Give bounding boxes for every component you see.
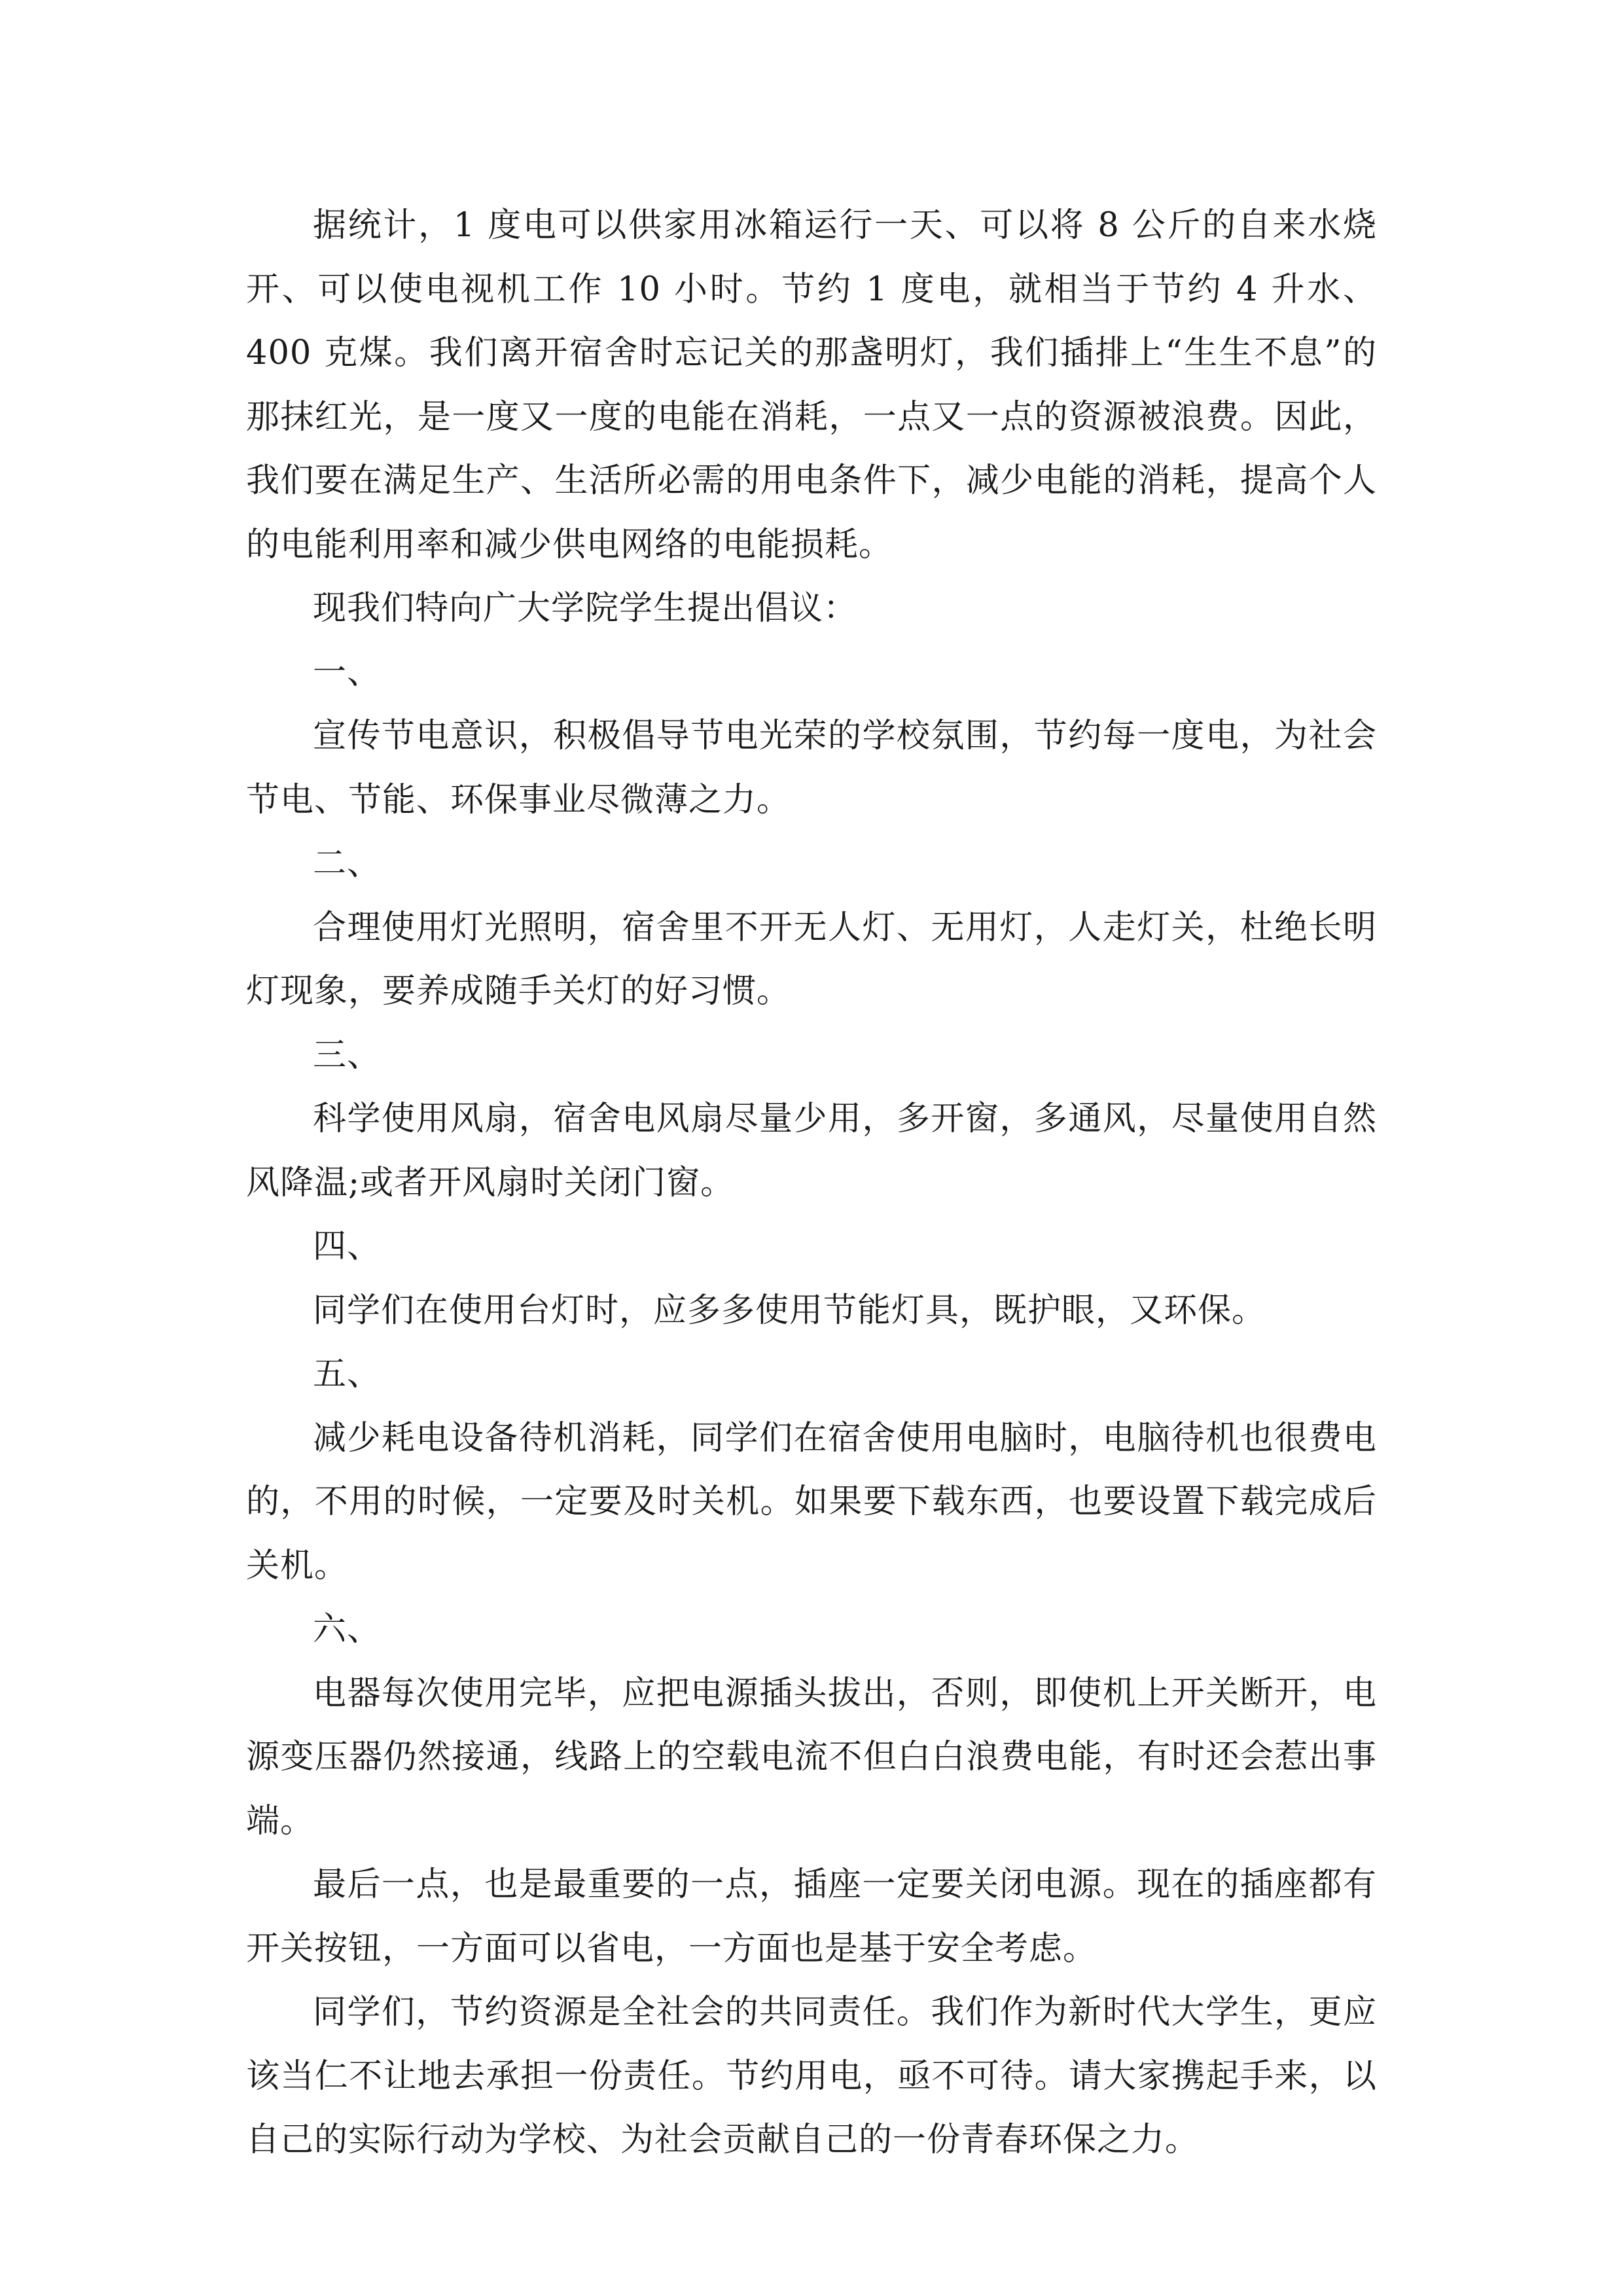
paragraph-item-3: 科学使用风扇，宿舍电风扇尽量少用，多开窗，多通风，尽量使用自然风降温;或者开风扇时关闭门窗。 [246, 1100, 1377, 1202]
section-number-6: 六、 [313, 1610, 382, 1649]
paragraph-proposal-intro: 现我们特向广大学院学生提出倡议： [313, 589, 858, 628]
section-number-1: 一、 [313, 653, 382, 692]
paragraph-final-point: 最后一点，也是最重要的一点，插座一定要关闭电源。现在的插座都有开关按钮，一方面可以省电，一方面也是基于安全考虑。 [246, 1865, 1377, 1968]
section-number-2: 二、 [313, 844, 382, 883]
paragraph-item-2: 合理使用灯光照明，宿舍里不开无人灯、无用灯，人走灯关，杜绝长明灯现象，要养成随手关灯的好习惯。 [246, 908, 1377, 1011]
paragraph-closing: 同学们，节约资源是全社会的共同责任。我们作为新时代大学生，更应该当仁不让地去承担一份责任。节约用电，亟不可待。请大家携起手来，以自己的实际行动为学校、为社会贡献自己的一份青春环保之力。 [246, 1993, 1377, 2159]
document-body [246, 194, 1377, 2172]
section-number-4: 四、 [313, 1227, 382, 1266]
section-number-3: 三、 [313, 1035, 382, 1075]
paragraph-item-4: 同学们在使用台灯时，应多多使用节能灯具，既护眼，又环保。 [313, 1291, 1266, 1330]
paragraph-item-1: 宣传节电意识，积极倡导节电光荣的学校氛围，节约每一度电，为社会节电、节能、环保事业尽微薄之力。 [246, 717, 1377, 819]
paragraph-item-6: 电器每次使用完毕，应把电源插头拔出，否则，即使机上开关断开，电源变压器仍然接通，线路上的空载电流不但白白浪费电能，有时还会惹出事端。 [246, 1674, 1377, 1840]
section-number-5: 五、 [313, 1355, 382, 1393]
paragraph-statistics: 据统计，1 度电可以供家用冰箱运行一天、可以将 8 公斤的自来水烧开、可以使电视机工作 10 小时。节约 1 度电，就相当于节约 4 升水、400 克煤。我们离开宿舍时忘记关的那盏明灯，我们插排上“生生不息”的那抹红光，是一度又一度的电能在消耗，一点又一点的资源被浪费。因此，我们要在满足生产、生活所必需的用电条件下，减少电能的消耗，提高个人的电能利用率和减少供电网络的电能损耗。 [246, 206, 1377, 564]
paragraph-item-5: 减少耗电设备待机消耗，同学们在宿舍使用电脑时，电脑待机也很费电的，不用的时候，一定要及时关机。如果要下载东西，也要设置下载完成后关机。 [246, 1418, 1377, 1585]
